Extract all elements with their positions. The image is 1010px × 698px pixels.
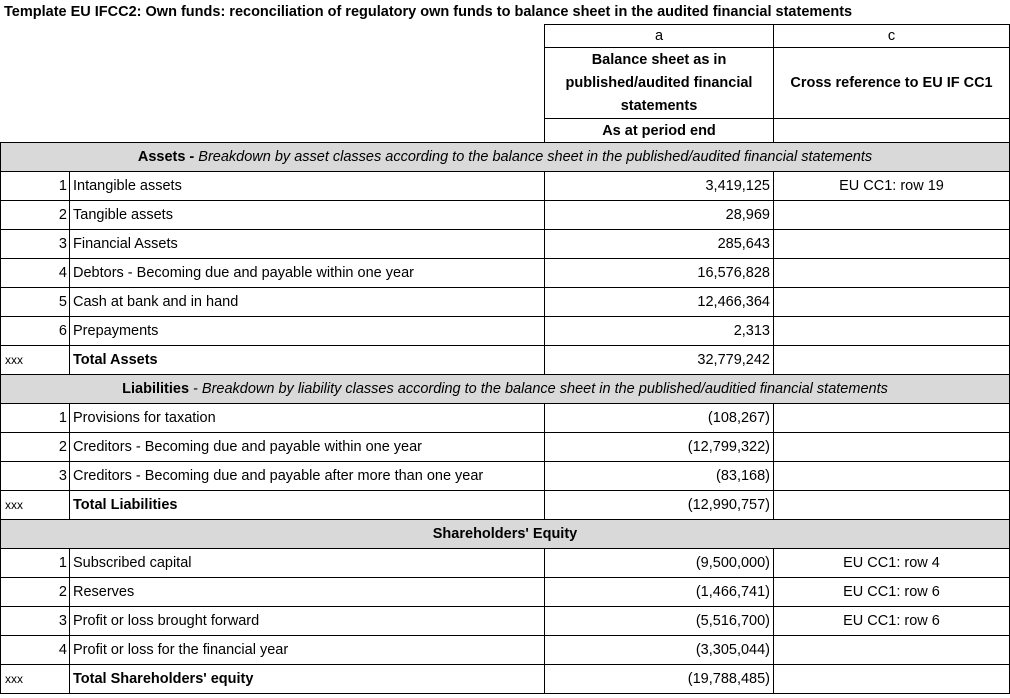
column-header-cross-reference: Cross reference to EU IF CC1 <box>774 48 1010 119</box>
table-row <box>1 433 1010 462</box>
table-row <box>1 288 1010 317</box>
section-header-cell <box>1 143 1010 172</box>
row-label: Cash at bank and in hand <box>70 288 545 317</box>
total-row-liabilities <box>1 491 1010 520</box>
row-index: xxx <box>1 346 70 375</box>
section-heading-description: - Breakdown by liability classes according to the balance sheet in the published/auditied financial statements <box>189 381 888 397</box>
row-index: 2 <box>1 433 70 462</box>
row-value: 2,313 <box>545 317 774 346</box>
row-value: (1,466,741) <box>545 578 774 607</box>
row-value: (108,267) <box>545 404 774 433</box>
row-cross-reference <box>774 230 1010 259</box>
table-row <box>1 259 1010 288</box>
row-value: (12,799,322) <box>545 433 774 462</box>
row-value: 16,576,828 <box>545 259 774 288</box>
row-value: 12,466,364 <box>545 288 774 317</box>
reconciliation-table <box>0 24 1010 694</box>
row-cross-reference <box>774 201 1010 230</box>
row-value: (3,305,044) <box>545 636 774 665</box>
table-row <box>1 201 1010 230</box>
row-cross-reference <box>774 288 1010 317</box>
row-value: (19,788,485) <box>545 665 774 694</box>
table-row <box>1 462 1010 491</box>
row-label: Profit or loss brought forward <box>70 607 545 636</box>
row-label: Financial Assets <box>70 230 545 259</box>
row-cross-reference: EU CC1: row 6 <box>774 607 1010 636</box>
row-index: 1 <box>1 172 70 201</box>
row-value: (5,516,700) <box>545 607 774 636</box>
row-index: xxx <box>1 665 70 694</box>
row-index: 1 <box>1 404 70 433</box>
section-heading-bold: Assets - <box>137 149 195 165</box>
column-header-row <box>1 48 1010 119</box>
table-row <box>1 636 1010 665</box>
row-index: 2 <box>1 578 70 607</box>
row-index: 3 <box>1 607 70 636</box>
row-label: Tangible assets <box>70 201 545 230</box>
row-cross-reference <box>774 491 1010 520</box>
row-cross-reference <box>774 346 1010 375</box>
table-row <box>1 230 1010 259</box>
section-heading-description: Breakdown by asset classes according to the balance sheet in the published/audited financial statements <box>194 149 873 165</box>
row-label: Prepayments <box>70 317 545 346</box>
column-subheader-period-end: As at period end <box>545 119 774 143</box>
section-heading-bold: Liabilities <box>122 381 190 397</box>
row-index: 5 <box>1 288 70 317</box>
row-cross-reference <box>774 317 1010 346</box>
column-letter-c: c <box>774 25 1010 48</box>
row-index: 2 <box>1 201 70 230</box>
row-value: (12,990,757) <box>545 491 774 520</box>
template-title: Template EU IFCC2: Own funds: reconciliation of regulatory own funds to balance sheet in the audited financial statements <box>4 4 853 20</box>
row-cross-reference <box>774 462 1010 491</box>
row-label: Reserves <box>70 578 545 607</box>
column-letter-row <box>1 25 1010 48</box>
column-header-line: published/audited financial <box>565 74 753 91</box>
total-row-assets <box>1 346 1010 375</box>
row-value: 32,779,242 <box>545 346 774 375</box>
section-header-equity <box>1 520 1010 549</box>
section-heading-bold: Shareholders' Equity <box>1 520 1010 549</box>
row-index: xxx <box>1 491 70 520</box>
table-row <box>1 578 1010 607</box>
column-header-balance-sheet <box>545 48 774 119</box>
row-cross-reference <box>774 259 1010 288</box>
row-index: 1 <box>1 549 70 578</box>
row-value: 285,643 <box>545 230 774 259</box>
section-header-cell <box>1 375 1010 404</box>
row-label: Creditors - Becoming due and payable within one year <box>70 433 545 462</box>
table-row <box>1 172 1010 201</box>
table-row <box>1 404 1010 433</box>
row-cross-reference: EU CC1: row 6 <box>774 578 1010 607</box>
row-value: 28,969 <box>545 201 774 230</box>
row-cross-reference: EU CC1: row 4 <box>774 549 1010 578</box>
row-index: 4 <box>1 636 70 665</box>
column-header-line: statements <box>620 97 698 114</box>
row-label: Subscribed capital <box>70 549 545 578</box>
row-label: Profit or loss for the financial year <box>70 636 545 665</box>
row-index: 6 <box>1 317 70 346</box>
column-letter-a: a <box>545 25 774 48</box>
section-header-assets <box>1 143 1010 172</box>
table-row <box>1 607 1010 636</box>
row-value: (9,500,000) <box>545 549 774 578</box>
row-index: 4 <box>1 259 70 288</box>
total-row-equity <box>1 665 1010 694</box>
row-label: Creditors - Becoming due and payable after more than one year <box>70 462 545 491</box>
row-cross-reference <box>774 665 1010 694</box>
row-cross-reference: EU CC1: row 19 <box>774 172 1010 201</box>
row-label: Debtors - Becoming due and payable within one year <box>70 259 545 288</box>
row-label: Total Assets <box>70 346 545 375</box>
row-label: Total Liabilities <box>70 491 545 520</box>
row-value: 3,419,125 <box>545 172 774 201</box>
row-cross-reference <box>774 636 1010 665</box>
row-label: Intangible assets <box>70 172 545 201</box>
section-header-liabilities <box>1 375 1010 404</box>
row-index: 3 <box>1 462 70 491</box>
row-label: Provisions for taxation <box>70 404 545 433</box>
row-cross-reference <box>774 404 1010 433</box>
column-header-line: Balance sheet as in <box>591 51 727 68</box>
table-row <box>1 317 1010 346</box>
row-label: Total Shareholders' equity <box>70 665 545 694</box>
row-cross-reference <box>774 433 1010 462</box>
column-subheader-row <box>1 119 1010 143</box>
row-index: 3 <box>1 230 70 259</box>
row-value: (83,168) <box>545 462 774 491</box>
table-row <box>1 549 1010 578</box>
column-subheader-empty <box>774 119 1010 143</box>
